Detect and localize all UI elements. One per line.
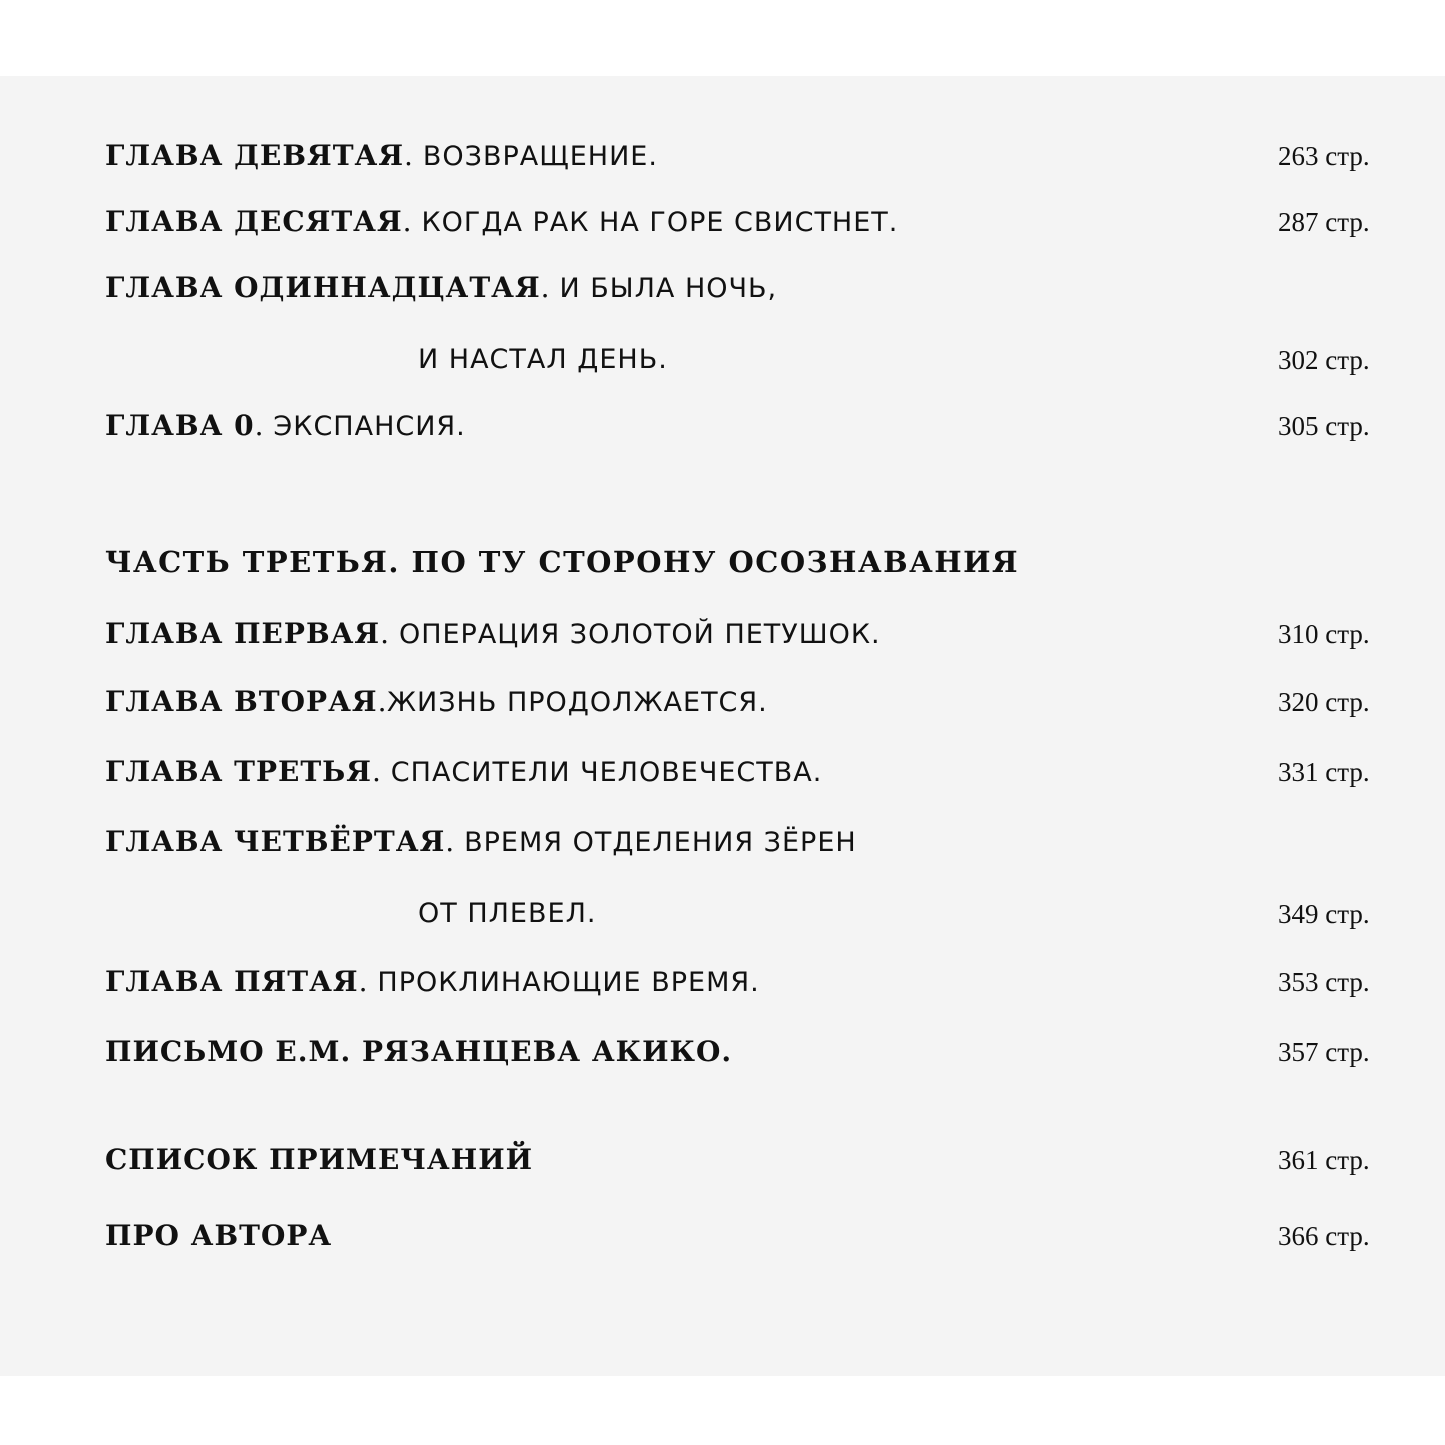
page-number: 331 стр. bbox=[1278, 757, 1370, 787]
toc-entry bbox=[0, 202, 1445, 252]
page-number: 361 стр. bbox=[1278, 1145, 1370, 1175]
toc-entry bbox=[0, 406, 1445, 456]
chapter-title: СПАСИТЕЛИ ЧЕЛОВЕЧЕСТВА. bbox=[390, 757, 823, 788]
chapter-heading: ГЛАВА ПЯТАЯ bbox=[105, 965, 359, 998]
chapter-title: ВОЗВРАЩЕНИЕ. bbox=[422, 141, 658, 172]
chapter-title: КОГДА РАК НА ГОРЕ СВИСТНЕТ. bbox=[421, 207, 899, 238]
toc-entry-continuation bbox=[0, 894, 1445, 944]
page-number: 287 стр. bbox=[1278, 207, 1370, 237]
separator: . bbox=[358, 965, 378, 998]
chapter-heading: ГЛАВА ДЕВЯТАЯ bbox=[105, 139, 405, 172]
toc-entry bbox=[0, 822, 1445, 872]
toc-entry-text bbox=[105, 202, 898, 243]
chapter-heading: ГЛАВА ДЕСЯТАЯ bbox=[105, 205, 403, 238]
toc-entry-text bbox=[105, 962, 760, 1003]
toc-section bbox=[0, 542, 1445, 592]
toc-entry-text bbox=[105, 406, 466, 447]
chapter-title-continuation: ОТ ПЛЕВЕЛ. bbox=[418, 898, 597, 929]
toc-entry bbox=[0, 614, 1445, 664]
chapter-title: ОПЕРАЦИЯ ЗОЛОТОЙ ПЕТУШОК. bbox=[398, 619, 881, 650]
chapter-title: И БЫЛА НОЧЬ, bbox=[559, 273, 778, 304]
toc-entry-text bbox=[105, 752, 822, 793]
toc-entry bbox=[0, 962, 1445, 1012]
chapter-title: ЭКСПАНСИЯ. bbox=[273, 411, 466, 442]
toc-entry-text bbox=[105, 136, 658, 177]
book-page bbox=[0, 76, 1445, 1376]
toc-entry-text bbox=[105, 614, 881, 655]
toc-entry bbox=[0, 268, 1445, 318]
chapter-heading: ГЛАВА ТРЕТЬЯ bbox=[105, 755, 372, 788]
toc-entry-text bbox=[105, 682, 768, 723]
part-heading: ЧАСТЬ ТРЕТЬЯ. ПО ТУ СТОРОНУ ОСОЗНАВАНИЯ bbox=[105, 545, 1020, 579]
chapter-title: ПРОКЛИНАЮЩИЕ ВРЕМЯ. bbox=[377, 967, 760, 998]
page-number: 305 стр. bbox=[1278, 411, 1370, 441]
page-number: 366 стр. bbox=[1278, 1221, 1370, 1251]
chapter-title: ЖИЗНЬ ПРОДОЛЖАЕТСЯ. bbox=[386, 687, 768, 718]
toc-entry bbox=[0, 752, 1445, 802]
chapter-heading: ПРО АВТОРА bbox=[105, 1219, 333, 1252]
page-number: 302 стр. bbox=[1278, 345, 1370, 375]
page-number: 310 стр. bbox=[1278, 619, 1370, 649]
page-number: 357 стр. bbox=[1278, 1037, 1370, 1067]
toc-entry bbox=[0, 682, 1445, 732]
separator: . bbox=[371, 755, 391, 788]
toc-entry bbox=[0, 1032, 1445, 1082]
page-number: 353 стр. bbox=[1278, 967, 1370, 997]
separator: . bbox=[377, 685, 387, 718]
separator: . bbox=[445, 825, 465, 858]
toc-entry bbox=[0, 1216, 1445, 1266]
separator: . bbox=[404, 139, 423, 172]
page-number: 263 стр. bbox=[1278, 141, 1370, 171]
toc-entry-text bbox=[105, 268, 777, 309]
toc-entry-continuation bbox=[0, 340, 1445, 390]
chapter-heading: ГЛАВА ВТОРАЯ bbox=[105, 685, 378, 718]
chapter-heading: ГЛАВА ОДИННАДЦАТАЯ bbox=[105, 271, 541, 304]
separator: . bbox=[254, 409, 274, 442]
separator: . bbox=[540, 271, 560, 304]
toc-entry bbox=[0, 1140, 1445, 1190]
chapter-heading: СПИСОК ПРИМЕЧАНИЙ bbox=[105, 1143, 534, 1176]
chapter-title: ВРЕМЯ ОТДЕЛЕНИЯ ЗЁРЕН bbox=[464, 827, 857, 858]
chapter-heading: ГЛАВА ПЕРВАЯ bbox=[105, 617, 381, 650]
chapter-heading: ГЛАВА 0 bbox=[105, 409, 255, 442]
chapter-heading: ГЛАВА ЧЕТВЁРТАЯ bbox=[105, 825, 446, 858]
toc-entry-text bbox=[105, 822, 857, 863]
page-number: 349 стр. bbox=[1278, 899, 1370, 929]
chapter-title-continuation: И НАСТАЛ ДЕНЬ. bbox=[418, 344, 668, 375]
page-number: 320 стр. bbox=[1278, 687, 1370, 717]
chapter-heading: ПИСЬМО Е.М. РЯЗАНЦЕВА АКИКО. bbox=[105, 1035, 733, 1068]
separator: . bbox=[380, 617, 399, 650]
separator: . bbox=[402, 205, 422, 238]
toc-entry bbox=[0, 136, 1445, 186]
